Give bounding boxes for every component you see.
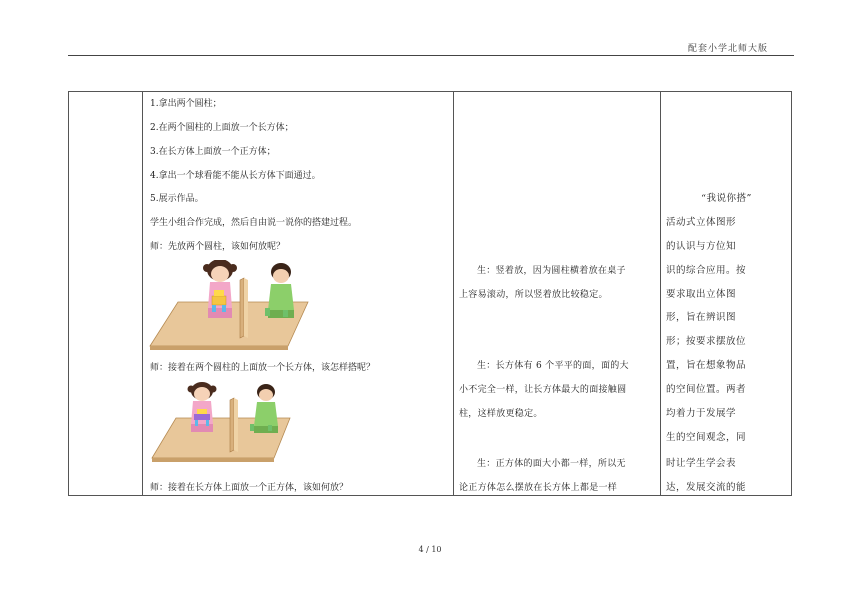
answer-1-line-2: 上容易滚动，所以竖着放比较稳定。 (459, 290, 608, 300)
note-line: 生的空间观念，同 (666, 432, 747, 443)
note-line: 形，旨在辨识图 (666, 312, 737, 323)
note-line: 活动式立体图形 (666, 217, 737, 228)
student-activity-column (453, 92, 659, 495)
step-1: 1.拿出两个圆柱； (150, 99, 222, 109)
answer-1-line-1: 生：竖着放，因为圆柱横着放在桌子 (477, 266, 626, 276)
group-work-text: 学生小组合作完成，然后自由说一说你的搭建过程。 (150, 218, 358, 228)
answer-3-line-2: 论正方体怎么摆放在长方体上都是一样 (459, 483, 618, 493)
note-line: 达，发展交流的能 (666, 482, 747, 493)
teacher-question-3: 师：接着在长方体上面放一个正方体，该如何放？ (150, 483, 349, 493)
answer-2-line-2: 小不完全一样，让长方体最大的面接触圆 (459, 385, 627, 395)
note-line: 置，旨在想象物品 (666, 360, 747, 371)
note-line: 要求取出立体图 (666, 289, 737, 300)
note-line: 的空间位置。两者 (666, 384, 747, 395)
teacher-question-1: 师：先放两个圆柱，该如何放呢？ (150, 242, 286, 252)
design-intent-column (660, 92, 793, 495)
answer-2-line-1: 生：长方体有 6 个平平的面，面的大 (477, 361, 629, 371)
step-4: 4.拿出一个球看能不能从长方体下面通过。 (150, 171, 321, 181)
note-line: 识的综合应用。按 (666, 265, 747, 276)
lesson-table (68, 91, 792, 496)
step-3: 3.在长方体上面放一个正方体； (150, 147, 276, 157)
header-rule (68, 55, 794, 56)
note-line: 时让学生学会表 (666, 458, 737, 469)
step-5: 5.展示作品。 (150, 194, 204, 204)
publisher-label: 配套小学北师大版 (687, 44, 768, 54)
note-line: 形；按要求摆放位 (666, 336, 747, 347)
note-line: 均着力于发展学 (666, 408, 737, 419)
note-line: 的认识与方位知 (666, 241, 737, 252)
building-illustration-1 (148, 260, 328, 360)
page-number: 4 / 10 (418, 545, 442, 554)
building-illustration-2 (150, 382, 302, 468)
note-title: “我说你搭” (701, 193, 752, 204)
teacher-question-2: 师：接着在两个圆柱的上面放一个长方体，该怎样搭呢？ (150, 363, 376, 373)
step-2: 2.在两个圆柱的上面放一个长方体； (150, 123, 294, 133)
answer-3-line-1: 生：正方体的面大小都一样，所以无 (477, 459, 626, 469)
answer-2-line-3: 柱，这样放更稳定。 (459, 409, 543, 419)
